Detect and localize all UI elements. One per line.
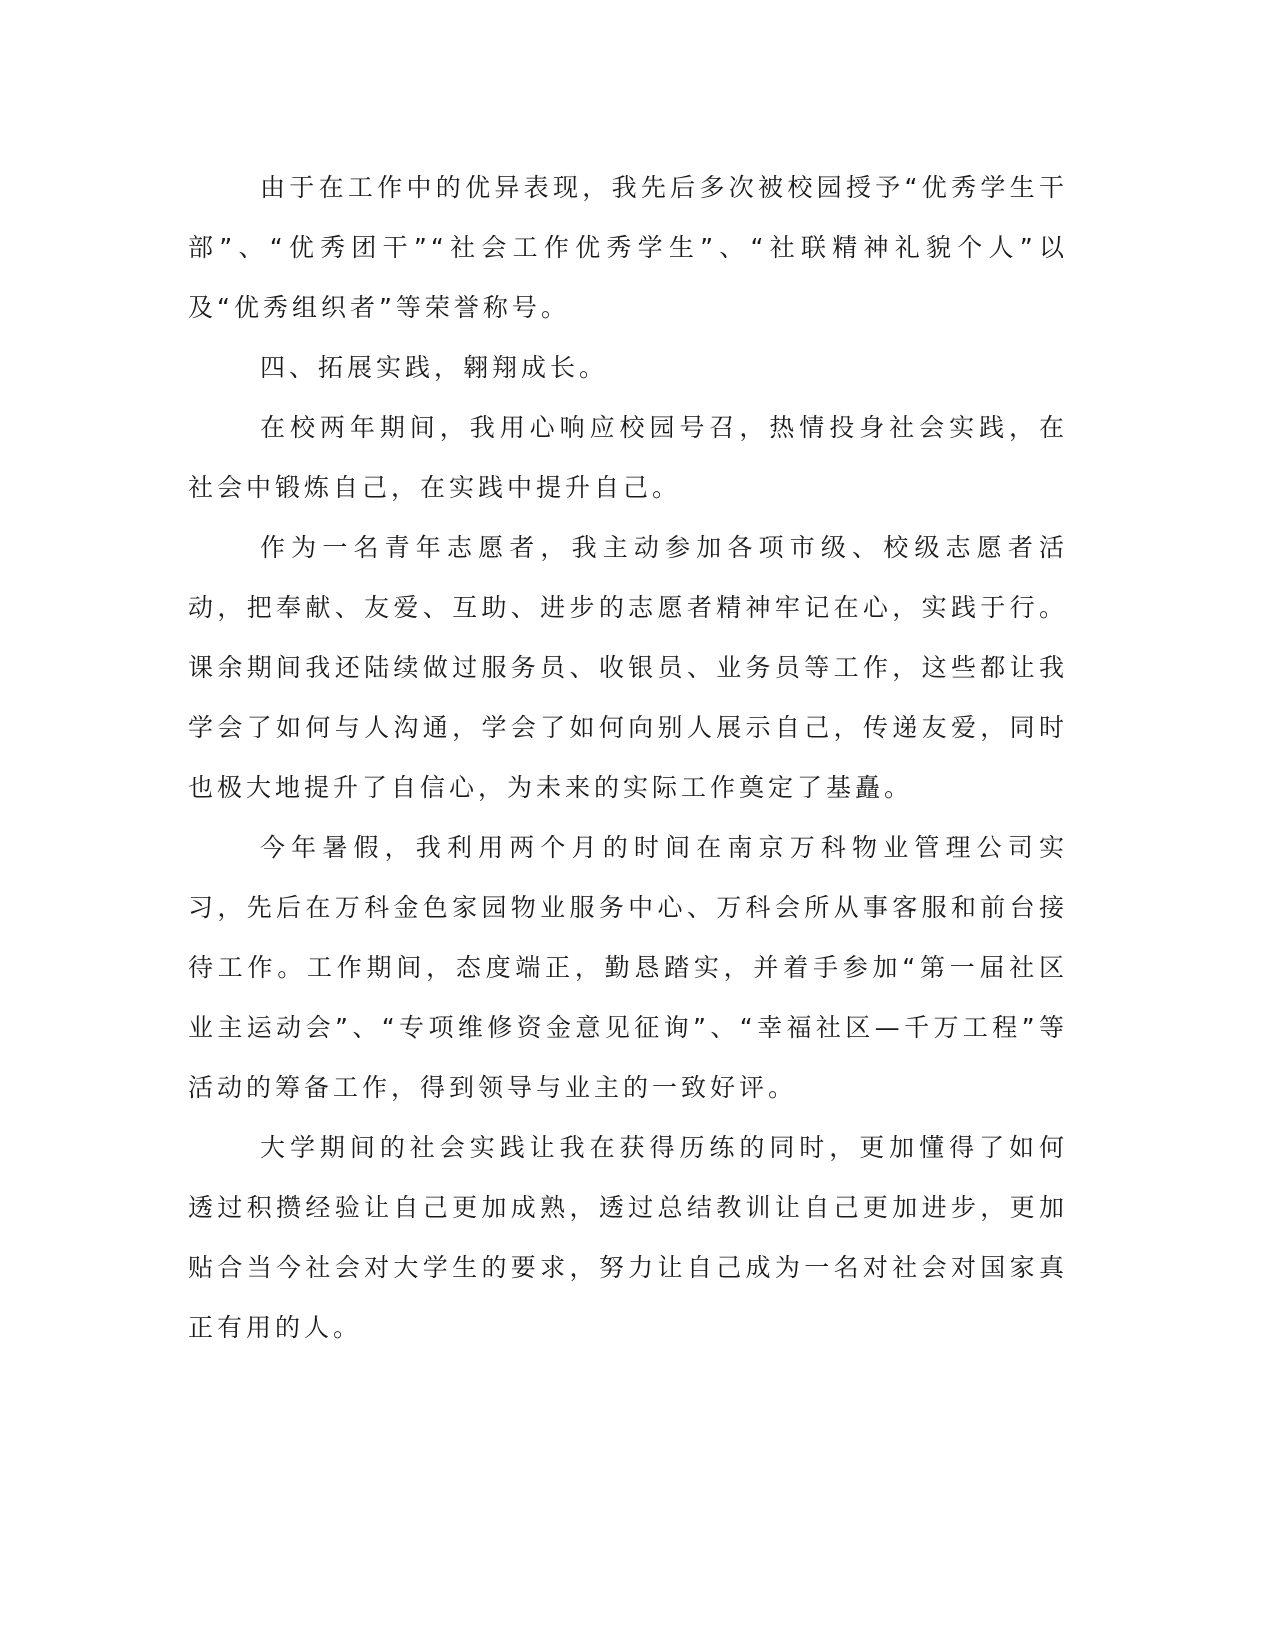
paragraph-honors: 由于在工作中的优异表现，我先后多次被校园授予“优秀学生干部”、“优秀团干”“社会工作优秀学生”、“社联精神礼貌个人”以及“优秀组织者”等荣誉称号。 xyxy=(188,173,1068,322)
paragraph-campus-practice: 在校两年期间，我用心响应校园号召，热情投身社会实践，在社会中锻炼自己，在实践中提升自己。 xyxy=(188,413,1068,502)
section-heading-practice: 四、拓展实践，翱翔成长。 xyxy=(260,353,609,382)
paragraph-volunteer: 作为一名青年志愿者，我主动参加各项市级、校级志愿者活动，把奉献、友爱、互助、进步的志愿者精神牢记在心，实践于行。课余期间我还陆续做过服务员、收银员、业务员等工作，这些都让我学会了如何与人沟通，学会了如何向别人展示自己，传递友爱，同时也极大地提升了自信心，为未来的实际工作奠定了基矗。 xyxy=(188,533,1068,802)
paragraph-internship: 今年暑假，我利用两个月的时间在南京万科物业管理公司实习，先后在万科金色家园物业服务中心、万科会所从事客服和前台接待工作。工作期间，态度端正，勤恳踏实，并着手参加“第一届社区业主运动会”、“专项维修资金意见征询”、“幸福社区—千万工程”等活动的筹备工作，得到领导与业主的一致好评。 xyxy=(188,833,1068,1102)
document-body xyxy=(188,158,1068,1358)
paragraph-conclusion: 大学期间的社会实践让我在获得历练的同时，更加懂得了如何透过积攒经验让自己更加成熟，透过总结教训让自己更加进步，更加贴合当今社会对大学生的要求，努力让自己成为一名对社会对国家真正有用的人。 xyxy=(188,1133,1068,1342)
